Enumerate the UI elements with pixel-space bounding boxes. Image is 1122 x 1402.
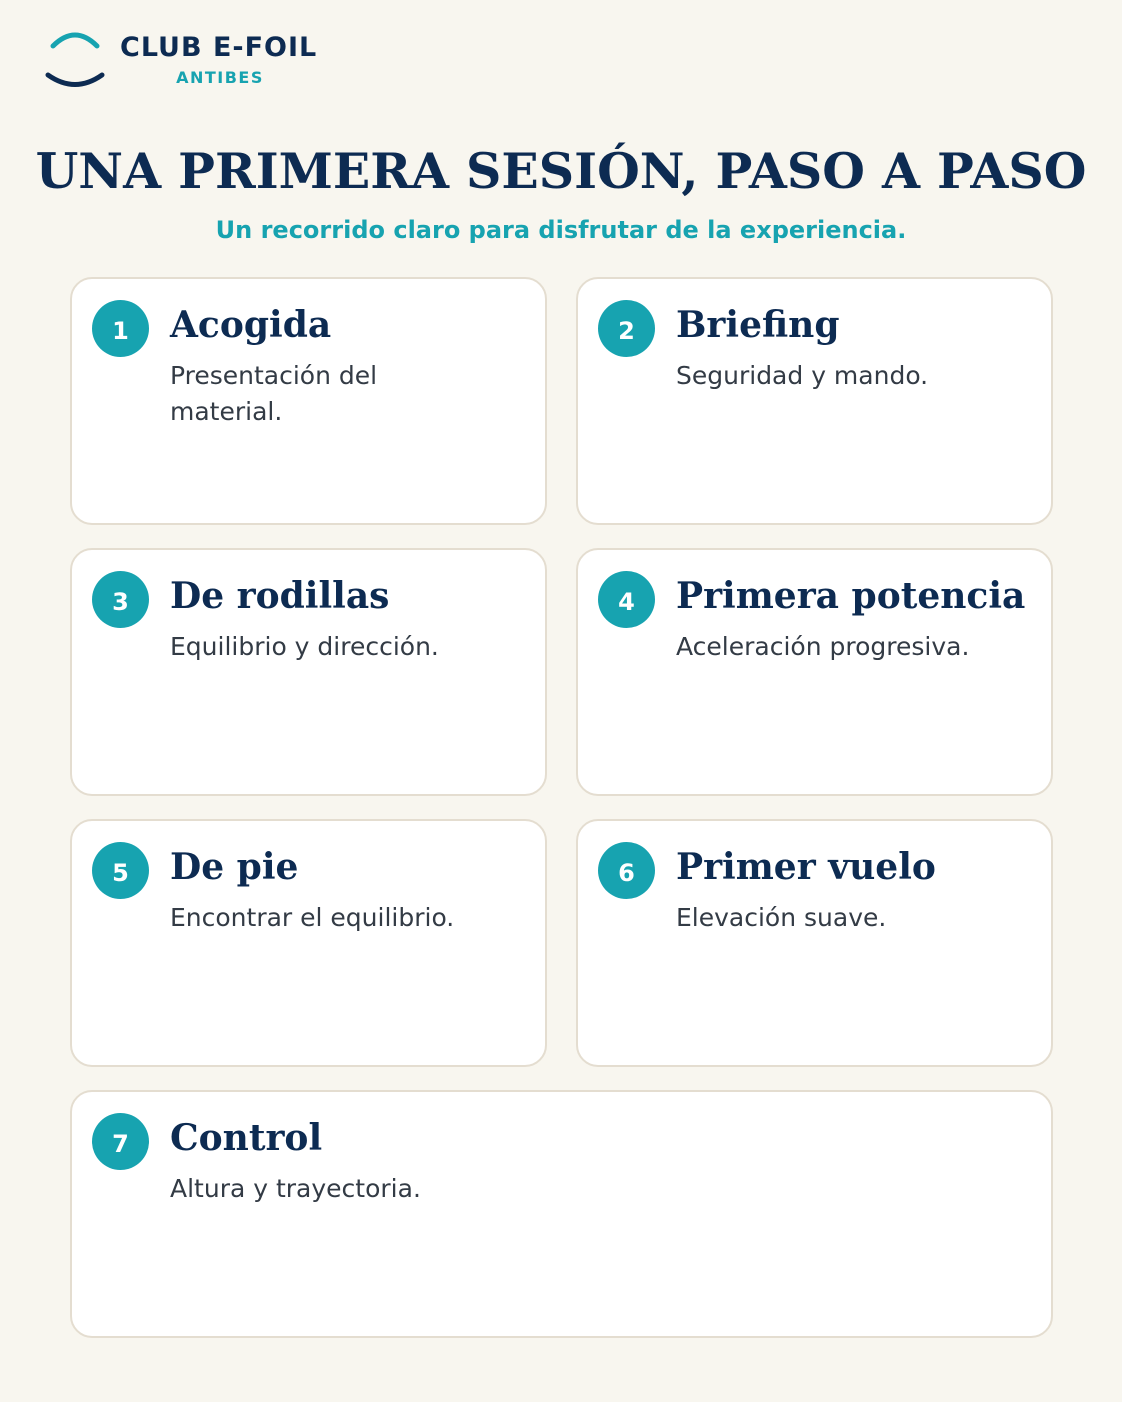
step-card-7 (70, 1090, 1053, 1338)
step-title: De pie (170, 846, 299, 888)
step-title: Primera potencia (676, 575, 1026, 617)
step-description: Equilibrio y dirección. (170, 632, 439, 661)
brand-location: ANTIBES (176, 68, 264, 87)
step-title: Control (170, 1117, 323, 1159)
step-title: Briefing (676, 304, 840, 346)
step-description: Altura y trayectoria. (170, 1174, 421, 1203)
step-number-badge: 5 (92, 842, 149, 899)
step-description: Aceleración progresiva. (676, 632, 970, 661)
step-description: Encontrar el equilibrio. (170, 903, 455, 932)
page-subtitle: Un recorrido claro para disfrutar de la experiencia. (215, 216, 907, 244)
step-number-badge: 4 (598, 571, 655, 628)
step-number-badge: 3 (92, 571, 149, 628)
step-card-4 (576, 548, 1053, 796)
step-card-3 (70, 548, 547, 796)
step-description: Seguridad y mando. (676, 361, 929, 390)
step-description: Elevación suave. (676, 903, 887, 932)
step-number-badge: 1 (92, 300, 149, 357)
step-number-badge: 7 (92, 1113, 149, 1170)
step-title: Acogida (170, 304, 332, 346)
step-title: De rodillas (170, 575, 390, 617)
step-card-1 (70, 277, 547, 525)
step-card-6 (576, 819, 1053, 1067)
brand-name: CLUB E-FOIL (120, 32, 318, 63)
club-logo-icon (44, 30, 106, 90)
step-title: Primer vuelo (676, 846, 936, 888)
page-title: UNA PRIMERA SESIÓN, PASO A PASO (35, 142, 1087, 200)
step-card-5 (70, 819, 547, 1067)
step-number-badge: 2 (598, 300, 655, 357)
step-card-2 (576, 277, 1053, 525)
step-number-badge: 6 (598, 842, 655, 899)
step-description: Presentación del material. (170, 361, 378, 426)
